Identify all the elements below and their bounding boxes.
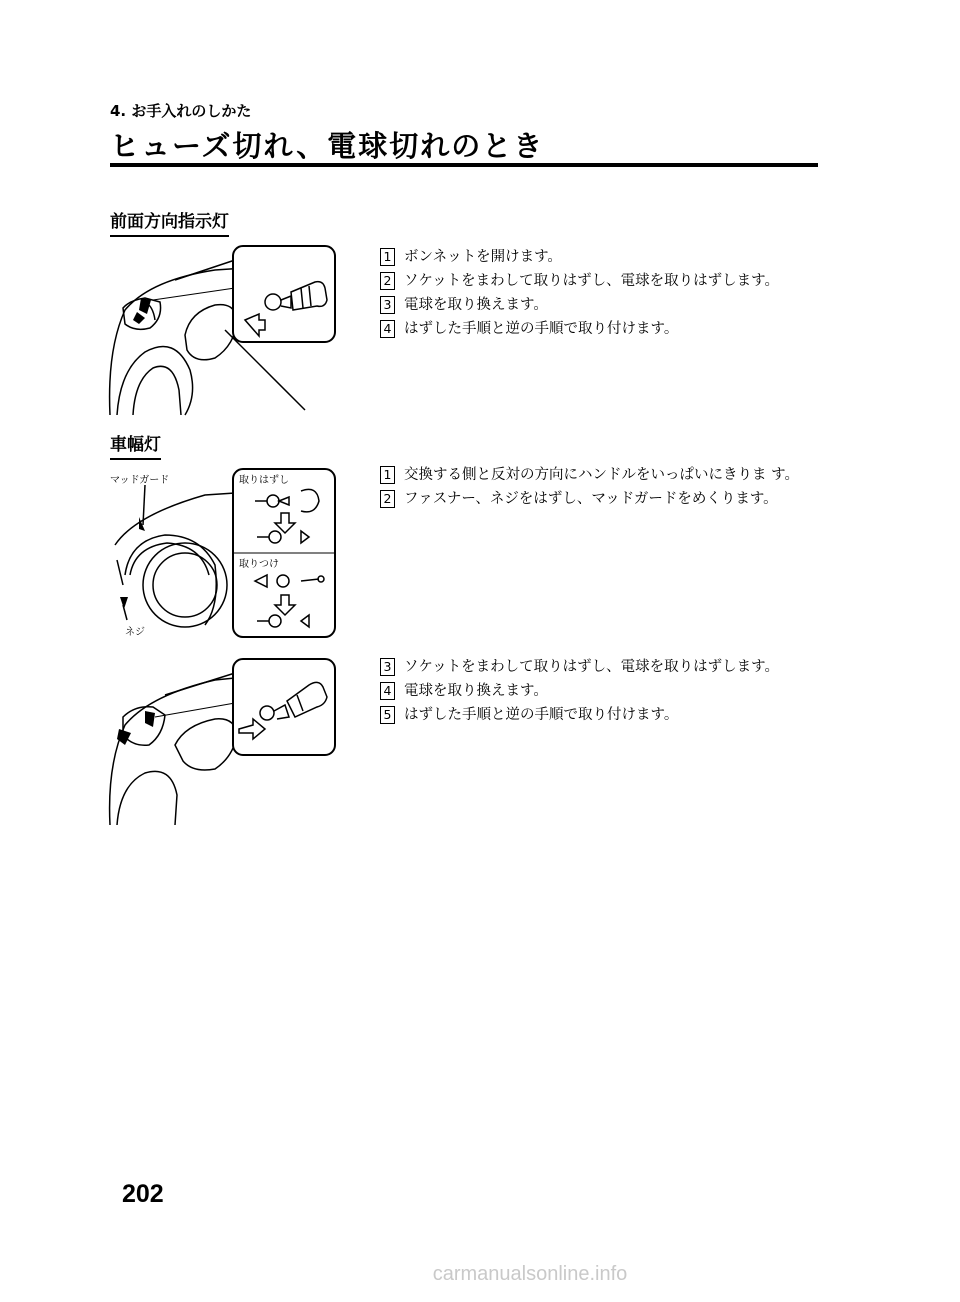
list-item	[380, 269, 830, 293]
step-text: ソケットをまわして取りはずし、電球を取りはずします。	[404, 659, 779, 675]
side-lamp-illustration	[105, 465, 345, 645]
step-number: 4	[380, 320, 395, 338]
watermark-footer: carmanualsonline.info	[432, 1263, 628, 1285]
step-text: 電球を取り換えます。	[404, 683, 548, 699]
step-text: ボンネットを開けます。	[404, 249, 562, 265]
step-text: はずした手順と逆の手順で取り付けます。	[404, 707, 679, 723]
front-turn-steps	[380, 245, 830, 341]
list-item	[380, 703, 830, 727]
list-item	[380, 317, 830, 341]
list-item	[380, 487, 825, 511]
page-title: ヒューズ切れ、電球切れのとき	[110, 129, 545, 163]
step-number: 2	[380, 490, 395, 508]
section-side-lamp	[110, 430, 161, 455]
step-number: 3	[380, 296, 395, 314]
list-item	[380, 463, 825, 487]
step-text: はずした手順と逆の手順で取り付けます。	[404, 321, 679, 337]
step-text: ソケットをまわして取りはずし、電球を取りはずします。	[404, 273, 779, 289]
side-lamp-bulb-illustration	[105, 655, 345, 827]
section-heading: 前面方向指示灯	[110, 212, 229, 237]
chapter-label: 4. お手入れのしかた	[110, 102, 252, 120]
remove-label: 取りはずし	[239, 475, 289, 486]
step-text: 電球を取り換えます。	[404, 297, 548, 313]
front-turn-illustration	[105, 240, 345, 418]
list-item	[380, 679, 830, 703]
step-text: 交換する側と反対の方向にハンドルをいっぱいにきりま す。	[404, 467, 799, 483]
section-heading: 車幅灯	[110, 435, 161, 460]
screw-label: ネジ	[125, 627, 145, 638]
step-text: ファスナー、ネジをはずし、マッドガードをめくります。	[404, 491, 778, 507]
list-item	[380, 655, 830, 679]
side-lamp-steps-b	[380, 655, 830, 727]
step-number: 1	[380, 248, 395, 266]
mudguard-label: マッドガード	[110, 475, 170, 486]
attach-label: 取りつけ	[239, 559, 279, 570]
list-item	[380, 293, 830, 317]
step-number: 5	[380, 706, 395, 724]
page-number: 202	[122, 1180, 164, 1208]
step-number: 4	[380, 682, 395, 700]
step-number: 1	[380, 466, 395, 484]
list-item	[380, 245, 830, 269]
step-number: 3	[380, 658, 395, 676]
title-rule	[110, 163, 818, 167]
section-front-turn	[110, 207, 229, 232]
side-lamp-steps-a	[380, 463, 825, 511]
step-number: 2	[380, 272, 395, 290]
